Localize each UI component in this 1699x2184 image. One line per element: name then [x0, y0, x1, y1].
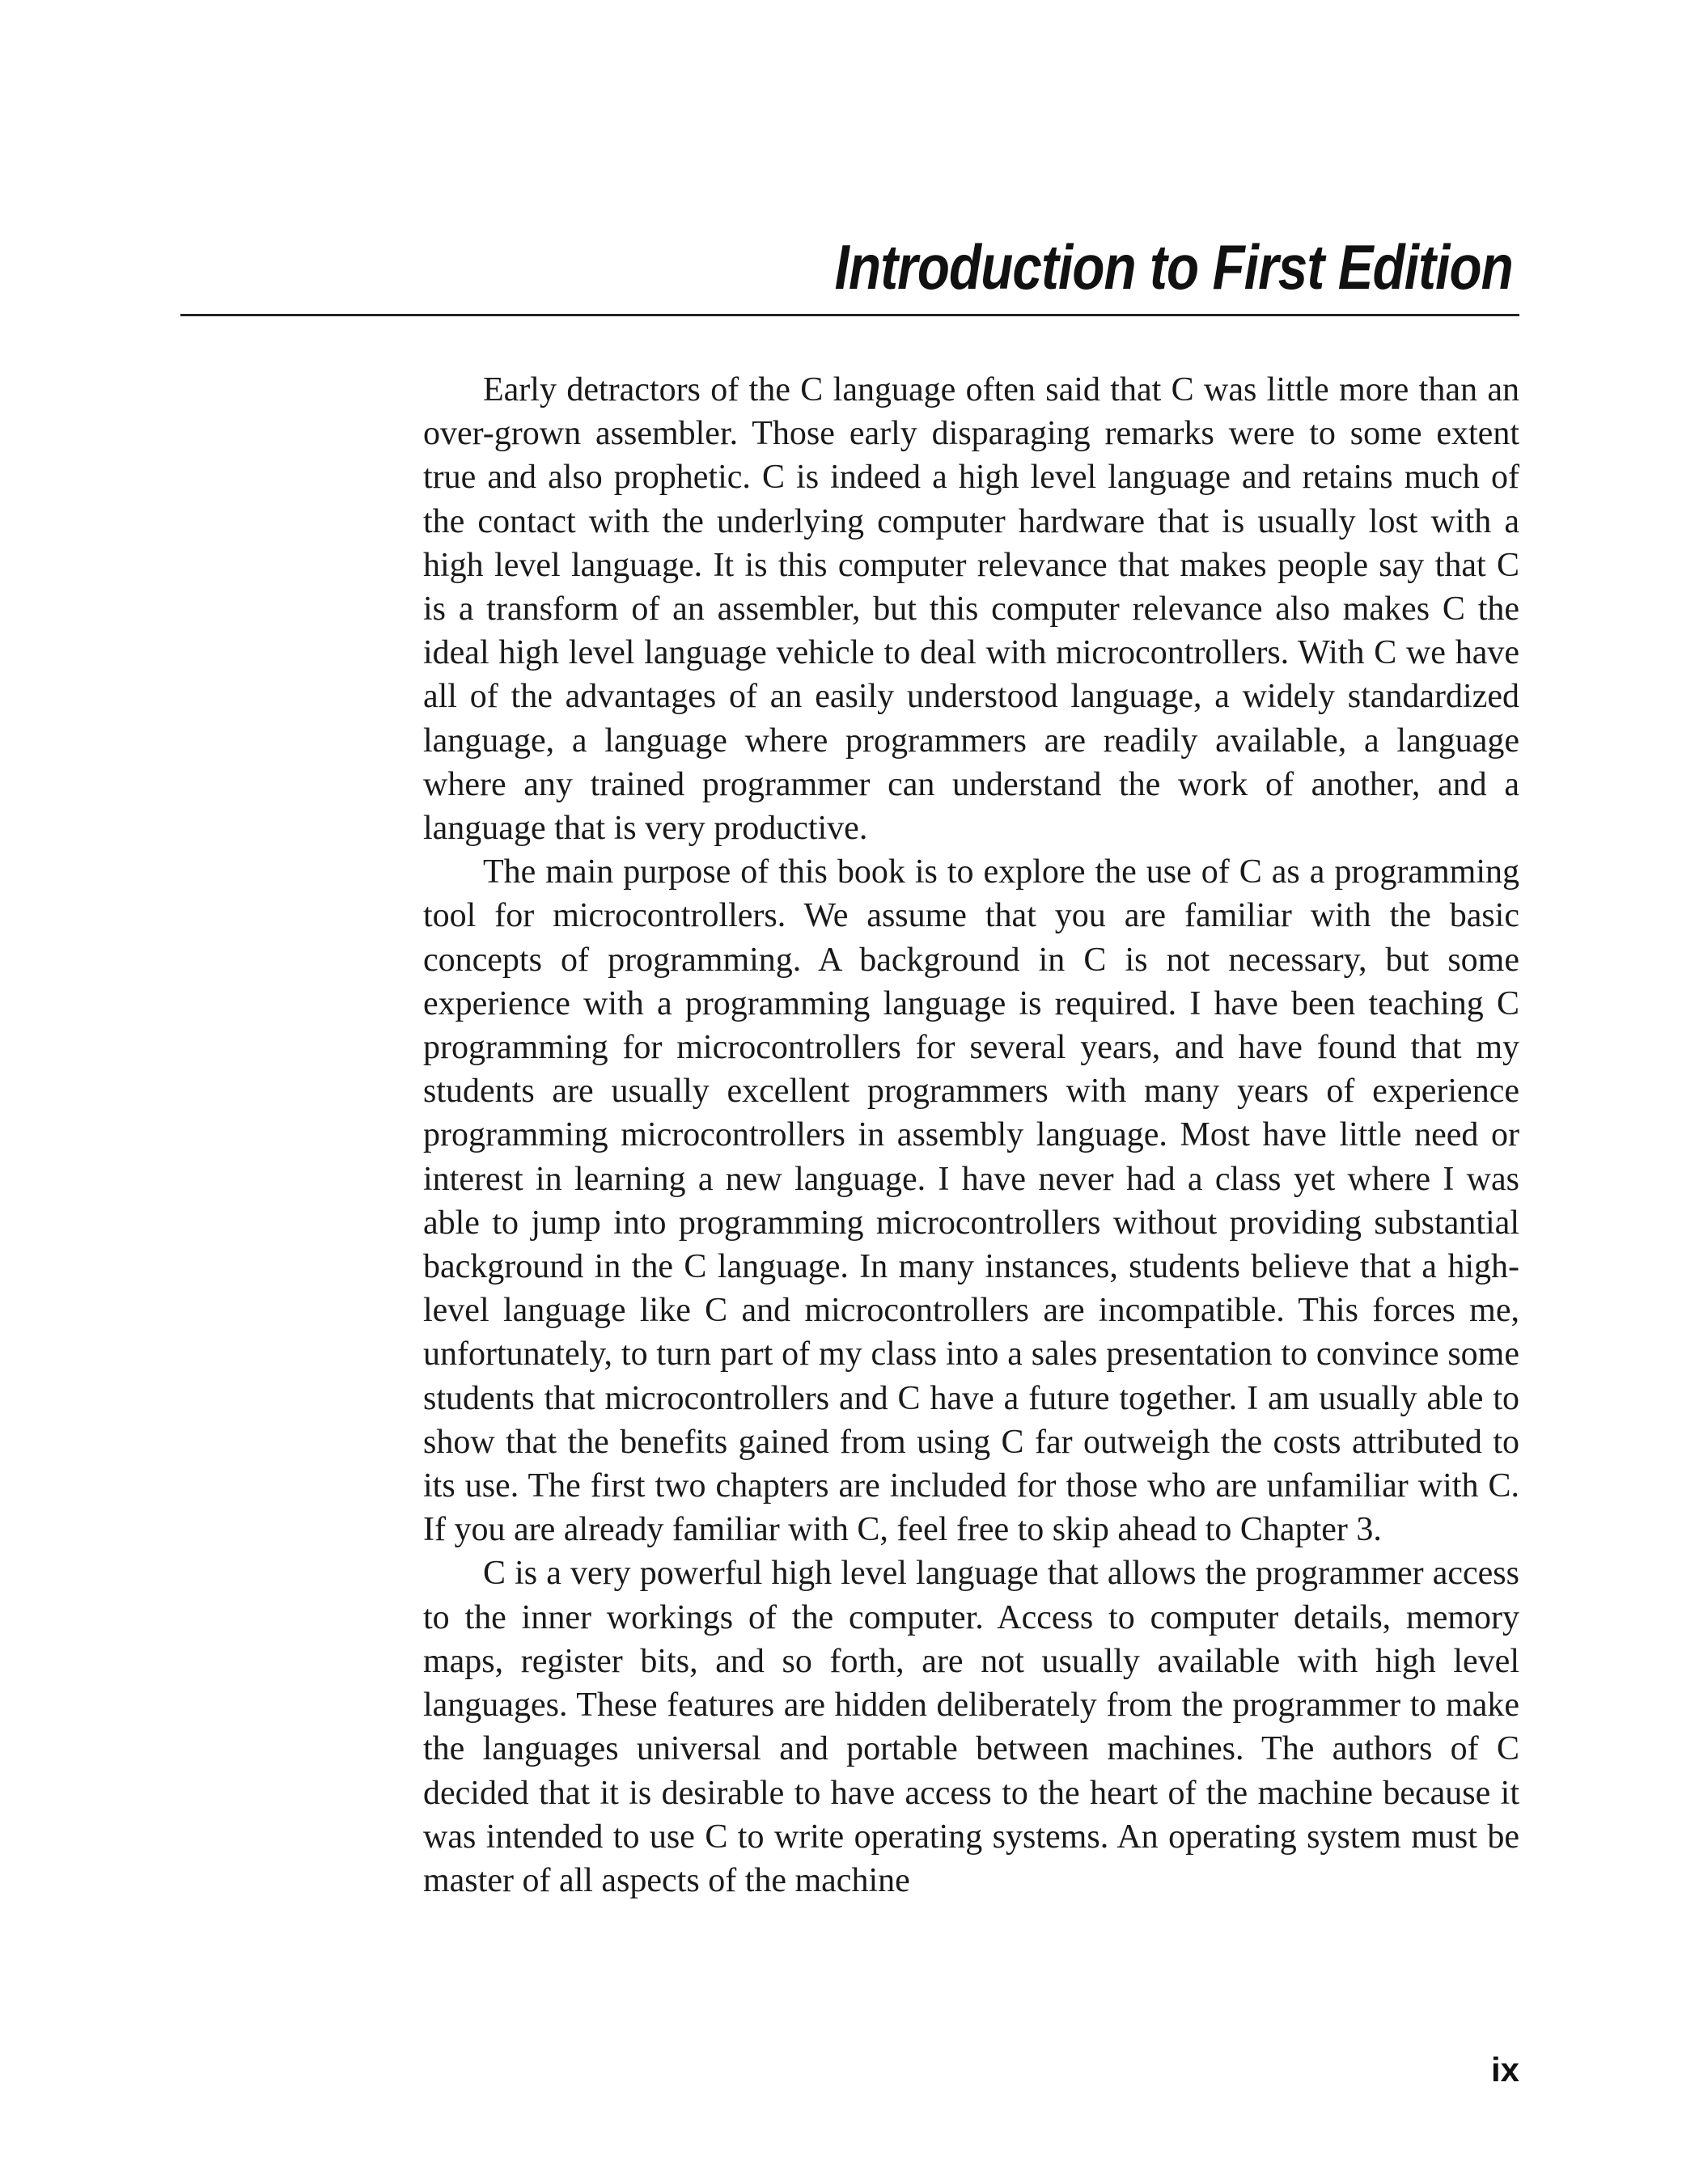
chapter-title: Introduction to First Edition: [834, 231, 1513, 303]
paragraph: Early detractors of the C language often said that C was little more than an over-grown assembler. Those early disparaging remarks were to some extent true and also prophetic. C is indeed a high level language and retains much of the contact with the underlying computer hardware that is usually lost with a high level language. It is this computer relevance that makes people say that C is a transform of an assembler, but this computer relevance also makes C the ideal high level language vehicle to deal with microcontrollers. With C we have all of the advantages of an easily understood language, a widely standardized language, a language where programmers are readily available, a language where any trained programmer can understand the work of another, and a language that is very productive.: [423, 371, 1519, 848]
paragraph: The main purpose of this book is to explore the use of C as a programming tool for microcontrollers. We assume that you are familiar with the basic concepts of programming. A background in C is not necessary, but some experience with a programming language is required. I have been teaching C programming for microcontrollers for several years, and have found that my students are usually excellent programmers with many years of experience programming microcontrollers in assembly language. Most have little need or interest in learning a new language. I have never had a class yet where I was able to jump into programming microcontrollers without providing substantial background in the C language. In many instances, students believe that a high-level language like C and microcontrollers are incompatible. This forces me, unfortunately, to turn part of my class into a sales presentation to convince some students that microcontrollers and C have a future together. I am usually able to show that the benefits gained from using C far outweigh the costs attributed to its use. The first two chapters are included for those who are unfamiliar with C. If you are already familiar with C, feel free to skip ahead to Chapter 3.: [423, 853, 1519, 1549]
body-text: [423, 368, 1519, 1903]
page-number: ix: [1490, 2051, 1519, 2089]
paragraph: C is a very powerful high level language that allows the programmer access to the inner workings of the computer. Access to computer details, memory maps, register bits, and so forth, are not usually available with high level languages. These features are hidden deliberately from the programmer to make the languages universal and portable between machines. The authors of C decided that it is desirable to have access to the heart of the machine because it was intended to use C to write operating systems. An operating system must be master of all aspects of the machine: [423, 1555, 1519, 1899]
title-divider: [180, 314, 1519, 316]
